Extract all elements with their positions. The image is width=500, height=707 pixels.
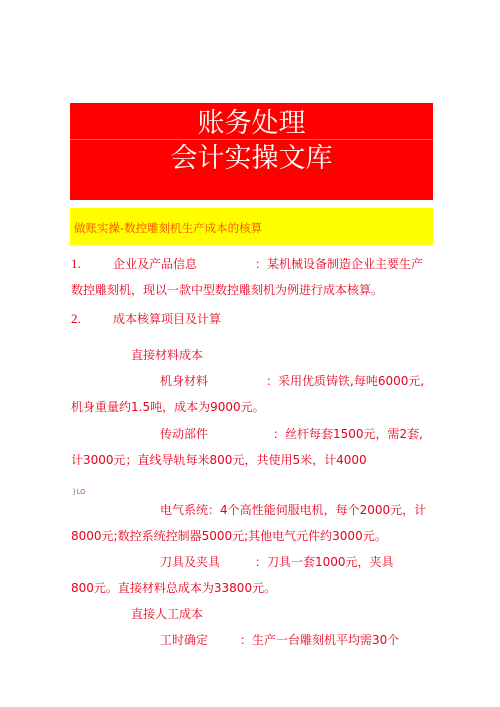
drive-parts-desc-a: ：丝杆每套1500元，需2套, (273, 427, 423, 441)
title-banner (70, 103, 433, 200)
stray-mark: }LO (72, 488, 86, 496)
section1-number: 1. (71, 256, 81, 271)
tools-label: 刀具及夹具 (160, 555, 221, 569)
tools-desc-b: 800元。直接材料总成本为33800元。 (71, 581, 277, 595)
drive-parts-desc-b: 计3000元；直线导轨每米800元，共使用5米，计4000 (71, 453, 367, 467)
subtitle-text: 做账实操-数控雕刻机生产成本的核算 (74, 221, 263, 235)
banner-title-line1: 账务处理 (197, 108, 306, 139)
electric-system-b: 8000元;数控系统控制器5000元;其他电气元件约3000元。 (71, 529, 387, 543)
tools-desc-a: ：刀具一套1000元，夹具 (255, 555, 394, 569)
banner-title-line2: 会计实操文库 (170, 143, 333, 174)
drive-parts-label: 传动部件 (160, 427, 209, 441)
labor-hours-label: 工时确定 (160, 633, 209, 647)
subtitle-bar (70, 208, 433, 245)
body-material-label: 机身材料 (160, 374, 209, 388)
section1-desc-b: 数控雕刻机，现以一款中型数控雕刻机为例进行成本核算。 (71, 283, 384, 297)
banner-divider (70, 139, 433, 140)
body-material-desc-b: 机身重量约1.5吨，成本为9000元。 (71, 400, 265, 414)
direct-material-heading: 直接材料成本 (131, 348, 204, 362)
section1-desc-a: ：某机械设备制造企业主要生产 (255, 257, 424, 271)
section2-number: 2. (71, 311, 81, 326)
electric-system-a: 电气系统：4个高性能伺服电机，每个2000元，计 (160, 503, 427, 517)
section2-title: 成本核算项目及计算 (113, 312, 222, 326)
direct-labor-heading: 直接人工成本 (131, 607, 204, 621)
section1-title: 企业及产品信息 (113, 257, 198, 271)
body-material-desc-a: ：采用优质铸铁,每吨6000元, (266, 374, 425, 388)
labor-hours-desc: ：生产一台雕刻机平均需30个 (240, 633, 400, 647)
